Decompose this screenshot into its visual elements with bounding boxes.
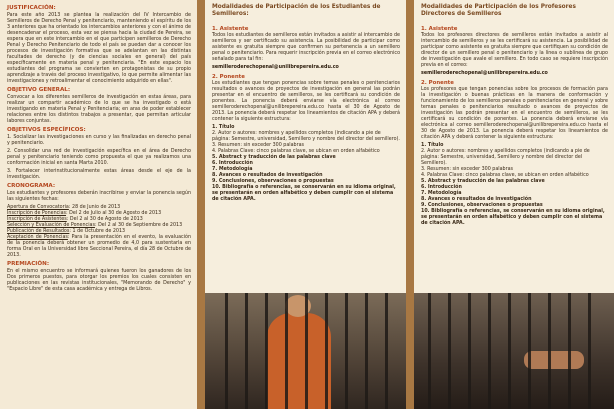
cronograma-value: : 28 de Junio de 2013: [68, 205, 121, 210]
cronograma-value: : Del 2 de Julio al 30 de Agosto de 2013: [66, 211, 162, 216]
cronograma-value: : Del 2 al 30 de Septiembre de 2013: [94, 223, 183, 228]
asistente-text: Todos los estudiantes de semilleros están invitados a asistir al intercambio de semilleros y ser certificado su asistencia. La posibilidad de participar como asistente es gratuita siempre que confirmen su pertenencia a un semillero penal o penitenciario. Para requerir inscripción previa en el correo electrónico señalado para tal fin:: [212, 33, 400, 62]
structure-item: 10. Bibliografía o referencias, se conservarán en su idioma original, se presentarán en orden alfabético y deben cumplir con el sistema de citación APA.: [212, 185, 396, 202]
ponente-heading: 2. Ponente: [421, 80, 454, 86]
cronograma-value: : 1 de Octubre de 2013: [69, 229, 126, 234]
asistente-heading: 1. Asistente: [212, 26, 249, 32]
panel-middle: [205, 0, 406, 409]
panel-left: [0, 0, 197, 409]
structure-item: 5. Abstract y traducción de las palabras clave: [212, 155, 336, 160]
fold-divider: [197, 0, 205, 409]
premiacion-heading: PREMIACIÓN:: [7, 261, 50, 267]
structure-item: 8. Avances o resultados de investigación: [421, 197, 532, 202]
structure-item: 4. Palabras Clave: cinco palabras clave, se ubican en orden alfabético: [212, 149, 380, 154]
ponente-text: Los estudiantes que tengan ponencias sobre temas penales o penitenciarios resultados o avances de proyectos de investigación en general las podrán presentar en el encuentro de semilleros, se les certificará su condición de ponentes. La ponencia deberá enviarse vía electrónica al correo semilleroderechopenal@unilibrepereira.edu.co hasta el 30 de Agosto de 2013. La ponencia deberá respetar los lineamientos de citación APA y deberá contener la siguiente estructura:: [212, 81, 400, 122]
cronograma-value: : Para la presentación en el evento, la evaluación de la ponencia deberá obtener un promedio de 4,0 para sustentarla en forma Oral en la Universidad libre Seccional Pereira, el día 28 de Octubre de 2013.: [7, 235, 191, 258]
objetivos-especificos-heading: OBJETIVOS ESPECÍFICOS:: [7, 127, 86, 133]
cronograma-label: Apertura de Convocatoria: [7, 205, 69, 210]
hands-figure: [524, 351, 584, 369]
objetivo-item: 2. Consolidar una red de investigación específica en el área de Derecho penal y penitenciario teniendo como propuesta el que ya realizamos una conformación inicial en santa Marta 2010.: [7, 149, 191, 166]
structure-item: 10. Bibliografía o referencias, se conservarán en su idioma original, se presentarán en orden alfabético y deben cumplir con el sistema de citación APA.: [421, 209, 605, 226]
objetivo-general-heading: OBJETIVO GENERAL:: [7, 87, 71, 93]
ponente-text: Los profesores que tengan ponencias sobre los procesos de formación para la investigación o buenas prácticas en la manera de conformación y funcionamiento de los semilleros penales o penitenciarios en general y sobre temas penales o penitenciarios resultado o avances de proyectos de investigación las podrán presentar en el encuentro de semilleros, se les certificará su condición de ponentes. La ponencia deberá enviarse vía electrónica al correo semilleroderechopenal@unilibrepereira.edu.co hasta el 30 de Agosto de 2013. La ponencia deberá respetar los lineamientos de citación APA y deberá contener la siguiente estructura:: [421, 87, 608, 140]
structure-item: 6. Introducción: [421, 185, 462, 190]
structure-item: 6. Introducción: [212, 161, 253, 166]
structure-item: 9. Conclusiones, observaciones o propuestas: [421, 203, 543, 208]
ponente-heading: 2. Ponente: [212, 74, 245, 80]
fold-divider: [406, 0, 414, 409]
asistente-heading: 1. Asistente: [421, 26, 458, 32]
cronograma-intro: Los estudiantes y profesores deberán inscribirse y enviar la ponencia según las siguientes fechas:: [7, 191, 191, 202]
objetivo-general-text: Convocar a los diferentes semilleros de investigación en estas áreas, para realizar un compartir académico de lo que se ha investigado o está investigando en materia Penal y Penitenciaria; en aras de poder establecer relaciones entre los distintos trabajos a presentar, que permitan articular labores conjuntas.: [7, 95, 191, 124]
structure-item: 2. Autor o autores: nombres y apellidos completos (indicando a pie de página: Semestre, universidad, Semillero y nombre del director del Semillero).: [421, 149, 590, 166]
cronograma-label: Publicación de Resultados: [7, 229, 70, 234]
objetivo-item: 3. Fortalecer interinstitucionalmente estas áreas desde el eje de la investigación.: [7, 169, 191, 180]
cronograma-label: Selección y Evaluación de Ponencias: [7, 223, 95, 228]
objetivo-item: 1. Socializar las investigaciones en curso y las finalizadas en derecho penal y penitenciario.: [7, 135, 191, 146]
panel-middle-text: [205, 0, 406, 203]
structure-item: 3. Resumen: sin exceder 300 palabras: [421, 167, 514, 172]
email-link[interactable]: semilleroderechopenal@unilibrepereira.edu.co: [421, 71, 548, 76]
structure-item: 2. Autor o autores: nombres y apellidos completos (indicando a pie de página: Semestre, universidad, Semillero y nombre del director del semillero).: [212, 131, 400, 142]
premiacion-text: En el mismo encuentro se informará quienes fueron los ganadores de los Dos primeros puestos, para otorgar los premios los cuales consisten en publicaciones en las revistas institucionales, "Memorando de Derecho" y "Espacio Libre" de esta casa académica y entrega de Libros.: [7, 269, 191, 292]
justificacion-text: Para este año 2013 se plantea la realización del IV Intercambio de Semilleros de Derecho Penal y penitenciario, manteniendo el espíritu de los 3 anteriores que ha orientado los intercambios anteriores y con el ánimo de desencadenar el proceso, esta vez se piensa hacia la ciudad de Pereira, se espera que en este intercambio en el que participen semilleros de Derecho Penal y Derecho Penitenciario de todo el país se puedan dar a conocer los procesos de investigación formativa que se adelantan en las distintas facultades de derecho (y de ciencias sociales en general) del país específicamente en materia penal y penitenciaria. "En este espacio los estudiantes del programa se convierten en protagonistas de su propio aprendizaje a través del proceso investigativo, lo que permite alimentar las investigaciones y retroalimentar el conocimiento adquirido en ellas".: [7, 13, 191, 84]
cronograma-label: Inscripción de Asistentes: [7, 217, 67, 222]
panel-right-title: Modalidades de Participación de los Profesores Directores de Semilleros: [421, 4, 576, 17]
cronograma-value: : Del 2 al 30 de Agosto de 2013: [66, 217, 143, 222]
email-link[interactable]: semilleroderechopenal@unilibrepereira.edu.co: [212, 65, 339, 70]
cronograma-item: [7, 235, 191, 259]
prison-hands-photo: [414, 293, 614, 409]
panel-middle-title: Modalidades de Participación de los Estudiantes de Semilleros:: [212, 4, 381, 17]
structure-item: 7. Metodología: [212, 167, 253, 172]
prisoner-figure: [267, 313, 331, 409]
structure-item: 1. Título: [421, 143, 444, 148]
asistente-text: Todos los profesores directores de semilleros están invitados a asistir al intercambio de semilleros y se les certificará su asistencia. La posibilidad de participar como asistente es gratuita siempre que certifiquen su condición de director de un semillero penal o penitenciario y la línea o sublínea de grupo de investigación que avale el semillero. En todo caso se requiere inscripción previa en el correo:: [421, 33, 608, 68]
panel-left-text: [0, 0, 197, 295]
panel-right: [414, 0, 614, 409]
panel-right-text: [414, 0, 614, 227]
structure-item: 5. Abstract y traducción de las palabras clave: [421, 179, 545, 184]
structure-item: 7. Metodología: [421, 191, 462, 196]
cronograma-label: Inscripción de Ponencias: [7, 211, 67, 216]
cronograma-label: Aceptación de Ponencias: [7, 235, 68, 240]
prison-photo: [205, 293, 406, 409]
cronograma-heading: CRONOGRAMA:: [7, 183, 56, 189]
structure-item: 9. Conclusiones, observaciones o propuestas: [212, 179, 334, 184]
structure-item: 1. Título: [212, 125, 235, 130]
structure-item: 8. Avances o resultados de investigación: [212, 173, 323, 178]
structure-item: 3. Resumen: sin exceder 300 palabras: [212, 143, 305, 148]
structure-item: 4. Palabras Clave: cinco palabras clave, se ubican en orden alfabético: [421, 173, 589, 178]
justificacion-heading: JUSTIFICACIÓN:: [7, 5, 56, 11]
